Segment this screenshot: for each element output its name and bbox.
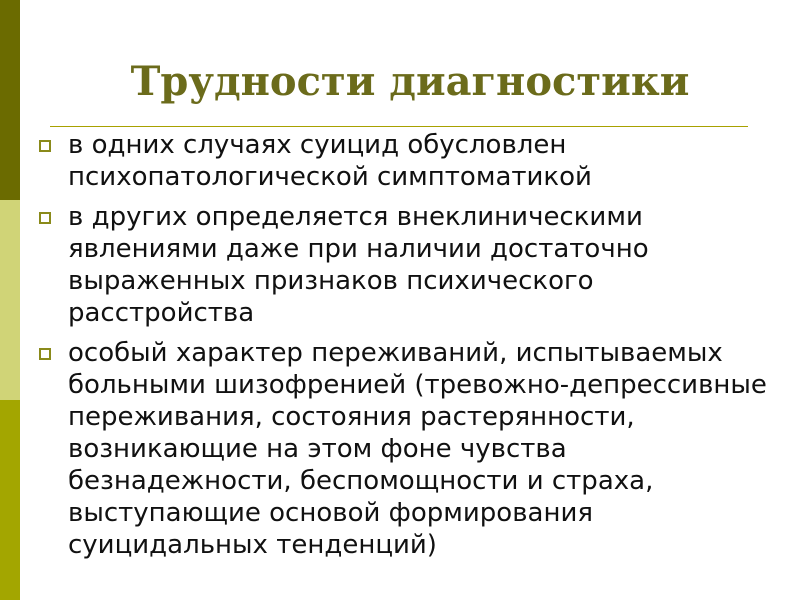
bullet-text: в других определяется внеклиническими явлениями даже при наличии достаточно выраженных признаков психического расстройства xyxy=(68,202,649,328)
square-bullet-icon xyxy=(39,348,51,360)
square-bullet-icon xyxy=(39,140,51,152)
bullet-item xyxy=(38,129,778,193)
slide-title: Трудности диагностики xyxy=(130,58,690,105)
bullet-text: в одних случаях суицид обусловлен психопатологической симптоматикой xyxy=(68,130,592,192)
bullet-item xyxy=(38,337,778,561)
title-divider xyxy=(50,126,748,127)
bullet-list xyxy=(38,129,778,569)
side-bar-bottom xyxy=(0,400,20,600)
side-bar-middle xyxy=(0,200,20,400)
side-bar-top xyxy=(0,0,20,200)
square-bullet-icon xyxy=(39,212,51,224)
bullet-item xyxy=(38,201,778,329)
bullet-text: особый характер переживаний, испытываемых больными шизофренией (тревожно-депрессивные переживания, состояния растерянности, возникающие на этом фоне чувства безнадежности, беспомощности и страха, выступающие основой формирования суицидальных тенденций) xyxy=(68,338,767,560)
